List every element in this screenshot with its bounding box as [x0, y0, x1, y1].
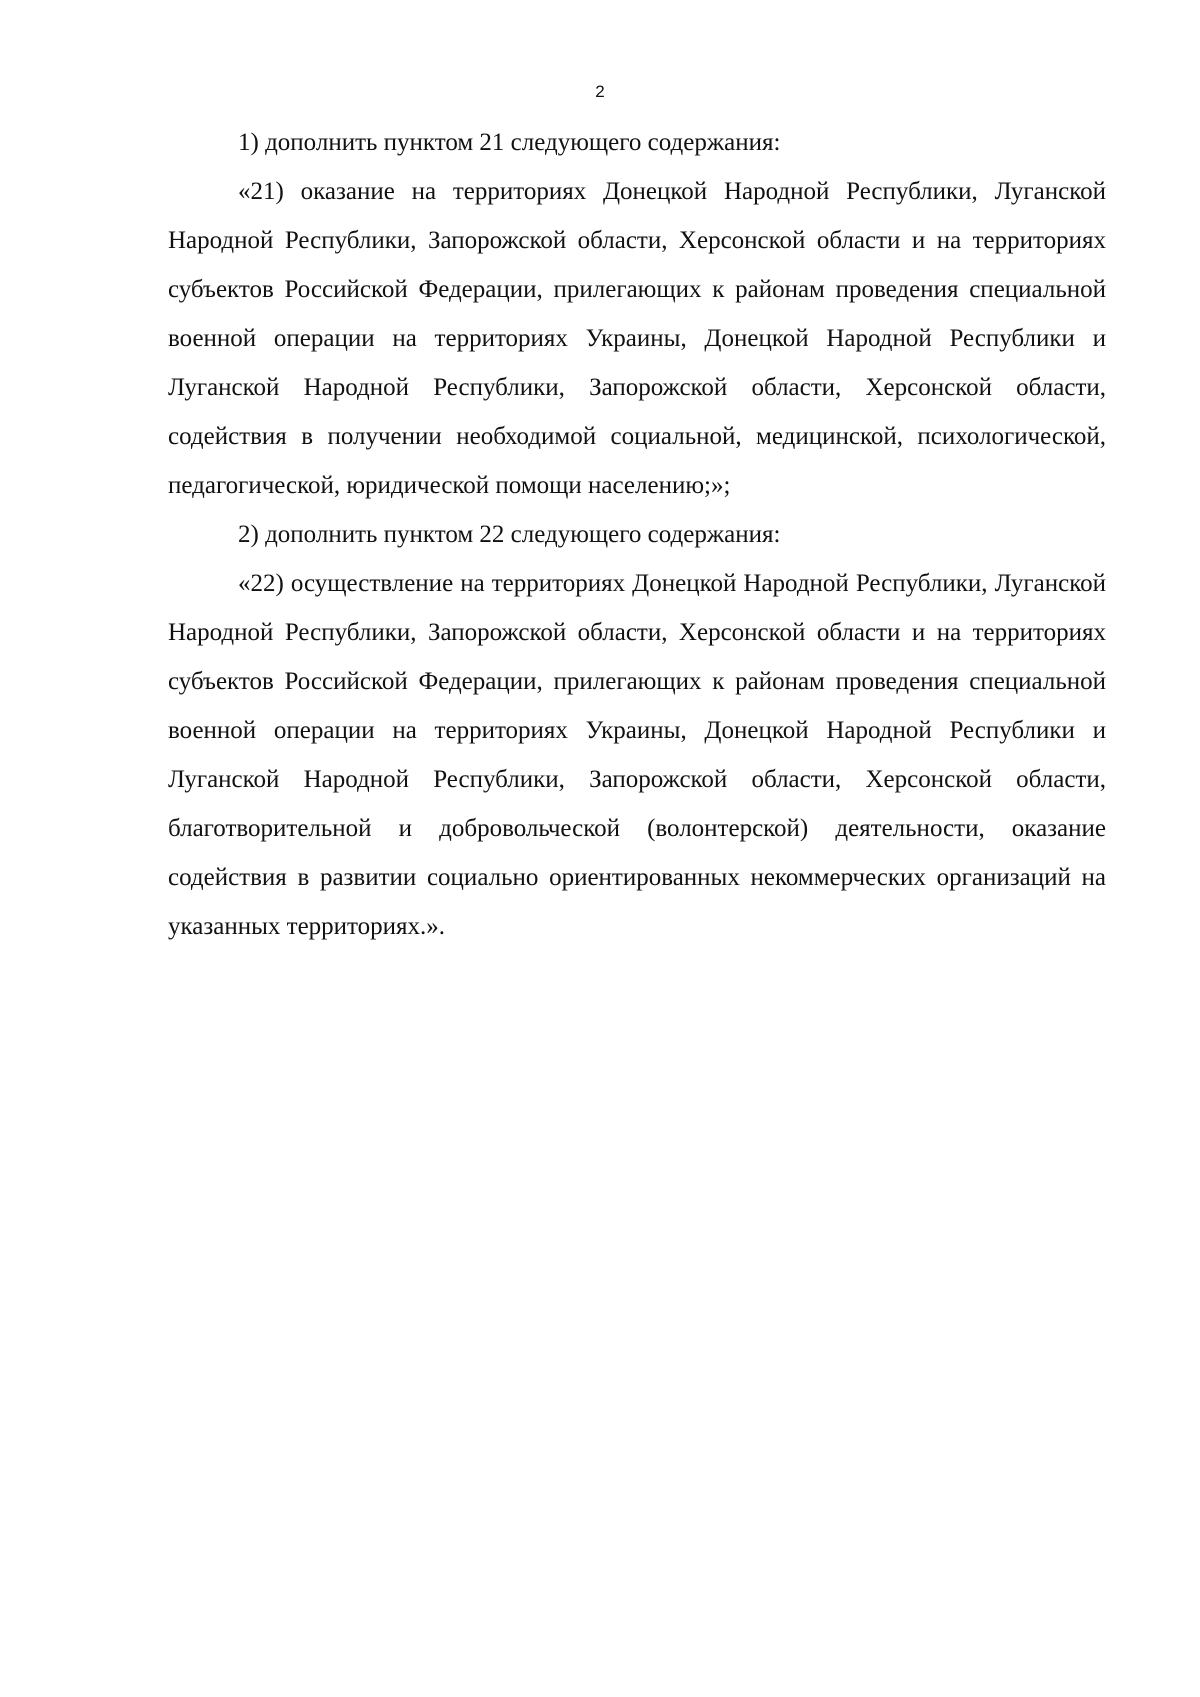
clause-21-text: «21) оказание на территориях Донецкой Народной Республики, Луганской Народной Республики, Запорожской области, Херсонской области и на территориях субъектов Российской Федерации, прилегающих к районам проведения специальной военной операции на территориях Украины, Донецкой Народной Республики и Луганской Народной Республики, Запорожской области, Херсонской области, содействия в получении необходимой социальной, медицинской, психологической, педагогической, юридической помощи населению;»; — [168, 178, 1106, 499]
amendment-item-1-intro: 1) дополнить пунктом 21 следующего содержания: — [238, 129, 781, 156]
amendment-item-2-intro: 2) дополнить пунктом 22 следующего содержания: — [238, 521, 781, 548]
page-number: 2 — [595, 82, 605, 101]
document-body — [168, 118, 1106, 951]
clause-22-text: «22) осуществление на территориях Донецкой Народной Республики, Луганской Народной Республики, Запорожской области, Херсонской области и на территориях субъектов Российской Федерации, прилегающих к районам проведения специальной военной операции на территориях Украины, Донецкой Народной Республики и Луганской Народной Республики, Запорожской области, Херсонской области, благотворительной и добровольческой (волонтерской) деятельности, оказание содействия в развитии социально ориентированных некоммерческих организаций на указанных территориях.». — [168, 570, 1106, 940]
